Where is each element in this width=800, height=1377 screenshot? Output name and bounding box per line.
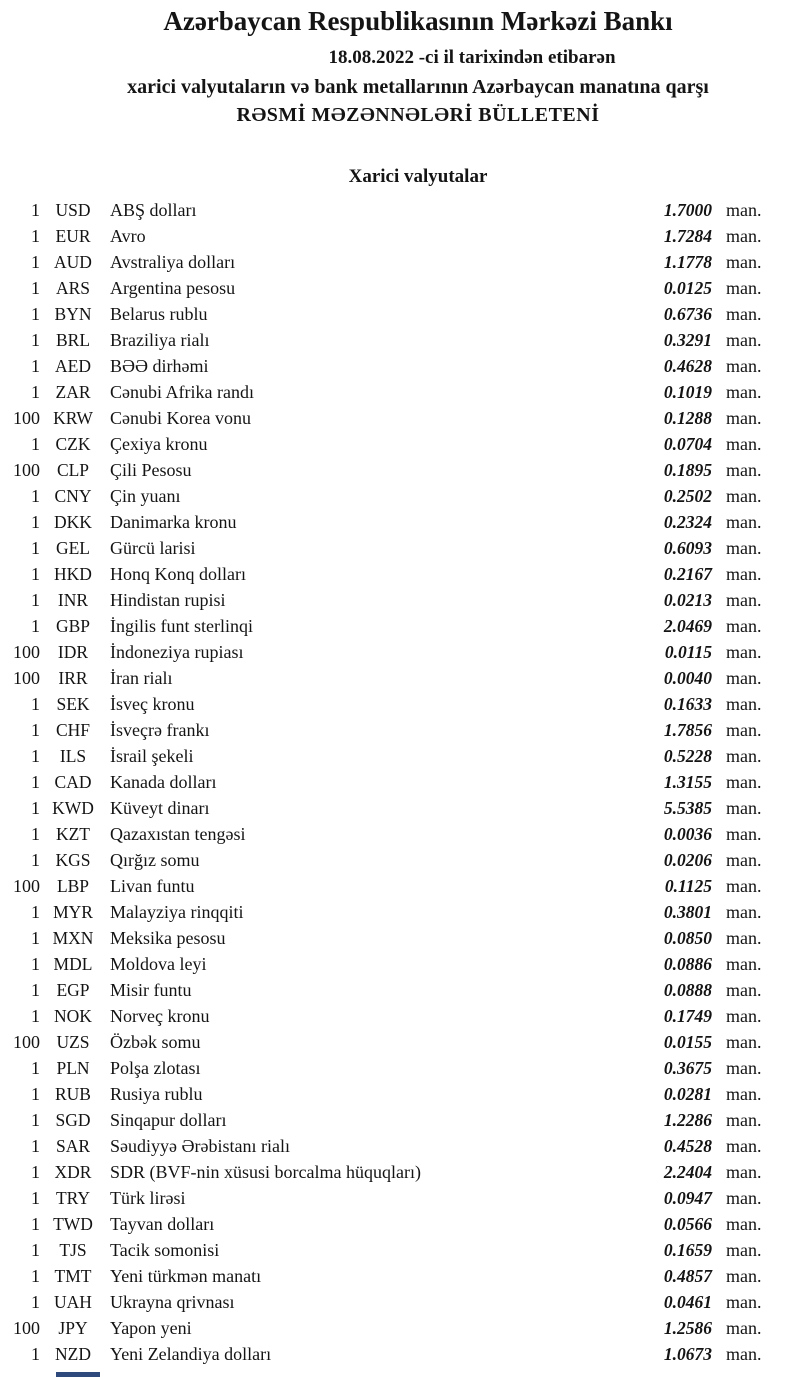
currency-quantity: 1 <box>31 1058 40 1078</box>
rate-value: 0.0155 <box>663 1032 712 1052</box>
currency-code: NZD <box>55 1344 91 1364</box>
currency-code: ILS <box>59 746 87 766</box>
table-row <box>0 1107 800 1133</box>
table-row <box>0 249 800 275</box>
rate-value: 0.0886 <box>663 954 712 974</box>
rate-value: 0.4857 <box>663 1266 712 1286</box>
rate-value: 0.4528 <box>663 1136 712 1156</box>
unit-label: man. <box>726 460 762 480</box>
currency-code: TRY <box>55 1188 91 1208</box>
rate-value: 0.1288 <box>663 408 712 428</box>
currency-code: HKD <box>54 564 92 584</box>
rate-value: 1.1778 <box>663 252 712 272</box>
currency-code: INR <box>57 590 89 610</box>
currency-quantity: 1 <box>31 1110 40 1130</box>
unit-label: man. <box>726 1240 762 1260</box>
currency-code: MXN <box>52 928 94 948</box>
currency-name: Kanada dolları <box>110 772 217 792</box>
unit-label: man. <box>726 746 762 766</box>
currency-code: KZT <box>55 824 91 844</box>
unit-label: man. <box>726 1188 762 1208</box>
currency-code: ARS <box>55 278 91 298</box>
rate-value: 0.0566 <box>663 1214 712 1234</box>
currency-quantity: 1 <box>31 720 40 740</box>
currency-quantity: 1 <box>31 538 40 558</box>
rate-value: 0.0125 <box>663 278 712 298</box>
currency-name: İndoneziya rupiası <box>110 642 244 662</box>
unit-label: man. <box>726 1032 762 1052</box>
table-row <box>0 873 800 899</box>
table-row <box>0 743 800 769</box>
currency-name: Argentina pesosu <box>110 278 236 298</box>
currency-quantity: 1 <box>31 1214 40 1234</box>
section-title-foreign-currencies: Xarici valyutalar <box>348 166 488 187</box>
currency-quantity: 1 <box>31 1240 40 1260</box>
currency-name: Norveç kronu <box>110 1006 210 1026</box>
currency-quantity: 1 <box>31 902 40 922</box>
unit-label: man. <box>726 1084 762 1104</box>
currency-name: Meksika pesosu <box>110 928 226 948</box>
currency-name: Moldova leyi <box>110 954 207 974</box>
rate-value: 1.2586 <box>663 1318 712 1338</box>
currency-name: Danimarka kronu <box>110 512 237 532</box>
currency-name: Çin yuanı <box>110 486 181 506</box>
table-row <box>0 379 800 405</box>
currency-quantity: 1 <box>31 226 40 246</box>
table-row <box>0 1211 800 1237</box>
rate-value: 0.0281 <box>663 1084 712 1104</box>
currency-quantity: 1 <box>31 590 40 610</box>
unit-label: man. <box>726 200 762 220</box>
rate-value: 0.1895 <box>663 460 712 480</box>
unit-label: man. <box>726 486 762 506</box>
currency-name: Yeni türkmən manatı <box>110 1266 262 1286</box>
rate-value: 1.7000 <box>663 200 712 220</box>
table-row <box>0 639 800 665</box>
currency-quantity: 1 <box>31 564 40 584</box>
currency-quantity: 100 <box>13 1032 40 1052</box>
currency-name: BƏƏ dirhəmi <box>110 356 209 376</box>
currency-code: RUB <box>55 1084 91 1104</box>
currency-name: Polşa zlotası <box>110 1058 201 1078</box>
table-row <box>0 899 800 925</box>
currency-code: CNY <box>54 486 92 506</box>
unit-label: man. <box>726 1318 762 1338</box>
table-row <box>0 587 800 613</box>
unit-label: man. <box>726 408 762 428</box>
unit-label: man. <box>726 564 762 584</box>
unit-label: man. <box>726 902 762 922</box>
rate-value: 0.2502 <box>663 486 712 506</box>
unit-label: man. <box>726 798 762 818</box>
table-row <box>0 535 800 561</box>
rate-value: 2.0469 <box>663 616 712 636</box>
rate-value: 1.7856 <box>663 720 712 740</box>
unit-label: man. <box>726 278 762 298</box>
currency-code: LBP <box>56 876 90 896</box>
table-row <box>0 431 800 457</box>
currency-quantity: 100 <box>13 642 40 662</box>
rate-value: 1.2286 <box>663 1110 712 1130</box>
currency-code: IRR <box>58 668 88 688</box>
table-row <box>0 223 800 249</box>
currency-name: Braziliya rialı <box>110 330 210 350</box>
rate-value: 0.0850 <box>663 928 712 948</box>
table-row <box>0 717 800 743</box>
rate-value: 0.0704 <box>663 434 712 454</box>
currency-quantity: 1 <box>31 694 40 714</box>
currency-name: Avstraliya dolları <box>110 252 236 272</box>
unit-label: man. <box>726 330 762 350</box>
rate-value: 0.6736 <box>663 304 712 324</box>
unit-label: man. <box>726 824 762 844</box>
currency-code: UZS <box>56 1032 90 1052</box>
currency-code: XDR <box>54 1162 92 1182</box>
currency-code: PLN <box>56 1058 90 1078</box>
table-row <box>0 509 800 535</box>
currency-name: Yapon yeni <box>110 1318 192 1338</box>
rate-value: 1.7284 <box>663 226 712 246</box>
bulletin-subtitle: xarici valyutaların və bank metallarının Azərbaycan manatına qarşı <box>127 76 709 98</box>
currency-quantity: 1 <box>31 980 40 1000</box>
currency-code: GEL <box>55 538 91 558</box>
currency-name: Hindistan rupisi <box>110 590 226 610</box>
unit-label: man. <box>726 694 762 714</box>
table-row <box>0 665 800 691</box>
unit-label: man. <box>726 590 762 610</box>
currency-quantity: 1 <box>31 356 40 376</box>
unit-label: man. <box>726 304 762 324</box>
table-row <box>0 1159 800 1185</box>
unit-label: man. <box>726 980 762 1000</box>
currency-name: Çili Pesosu <box>110 460 192 480</box>
currency-name: Rusiya rublu <box>110 1084 203 1104</box>
currency-name: Türk lirəsi <box>110 1188 186 1208</box>
table-row <box>0 353 800 379</box>
unit-label: man. <box>726 434 762 454</box>
currency-quantity: 100 <box>13 876 40 896</box>
currency-code: CAD <box>54 772 92 792</box>
unit-label: man. <box>726 1136 762 1156</box>
currency-quantity: 1 <box>31 434 40 454</box>
rate-value: 0.1749 <box>663 1006 712 1026</box>
unit-label: man. <box>726 1344 762 1364</box>
currency-code: BRL <box>55 330 91 350</box>
currency-code: USD <box>55 200 91 220</box>
unit-label: man. <box>726 928 762 948</box>
rate-value: 0.2324 <box>663 512 712 532</box>
currency-name: Gürcü larisi <box>110 538 196 558</box>
currency-quantity: 1 <box>31 746 40 766</box>
table-row <box>0 977 800 1003</box>
currency-quantity: 1 <box>31 616 40 636</box>
rate-value: 0.1633 <box>663 694 712 714</box>
currency-name: Belarus rublu <box>110 304 208 324</box>
currency-code: GBP <box>55 616 91 636</box>
currency-name: Özbək somu <box>110 1032 201 1052</box>
currency-code: TMT <box>54 1266 92 1286</box>
currency-name: Yeni Zelandiya dolları <box>110 1344 272 1364</box>
unit-label: man. <box>726 356 762 376</box>
unit-label: man. <box>726 616 762 636</box>
currency-name: Avro <box>110 226 146 246</box>
currency-name: Qırğız somu <box>110 850 200 870</box>
rate-value: 0.3675 <box>663 1058 712 1078</box>
effective-date-line: 18.08.2022 -ci il tarixindən etibarən <box>328 47 616 68</box>
rate-value: 0.0206 <box>663 850 712 870</box>
exchange-rates-table <box>0 197 800 1367</box>
unit-label: man. <box>726 954 762 974</box>
currency-name: Honq Konq dolları <box>110 564 246 584</box>
currency-code: ZAR <box>55 382 91 402</box>
table-row <box>0 1315 800 1341</box>
unit-label: man. <box>726 642 762 662</box>
rate-value: 2.2404 <box>663 1162 712 1182</box>
unit-label: man. <box>726 850 762 870</box>
currency-name: İsveçrə frankı <box>110 720 210 740</box>
currency-quantity: 1 <box>31 1162 40 1182</box>
table-row <box>0 1055 800 1081</box>
currency-quantity: 100 <box>13 460 40 480</box>
unit-label: man. <box>726 538 762 558</box>
currency-code: AUD <box>54 252 92 272</box>
currency-name: Cənubi Afrika randı <box>110 382 254 402</box>
currency-code: KWD <box>52 798 94 818</box>
currency-quantity: 1 <box>31 772 40 792</box>
bulletin-title: RƏSMİ MƏZƏNNƏLƏRİ BÜLLETENİ <box>236 104 600 126</box>
rate-value: 0.3801 <box>663 902 712 922</box>
unit-label: man. <box>726 772 762 792</box>
rate-value: 0.1659 <box>663 1240 712 1260</box>
currency-code: CHF <box>55 720 91 740</box>
currency-quantity: 1 <box>31 512 40 532</box>
unit-label: man. <box>726 512 762 532</box>
currency-name: Çexiya kronu <box>110 434 208 454</box>
currency-quantity: 1 <box>31 1136 40 1156</box>
currency-quantity: 1 <box>31 1344 40 1364</box>
currency-name: Küveyt dinarı <box>110 798 210 818</box>
table-row <box>0 457 800 483</box>
table-row <box>0 691 800 717</box>
currency-quantity: 1 <box>31 330 40 350</box>
currency-code: MDL <box>53 954 93 974</box>
currency-code: CLP <box>56 460 90 480</box>
currency-quantity: 1 <box>31 1292 40 1312</box>
currency-quantity: 1 <box>31 1188 40 1208</box>
currency-quantity: 1 <box>31 486 40 506</box>
currency-code: UAH <box>54 1292 92 1312</box>
table-row <box>0 613 800 639</box>
table-row <box>0 821 800 847</box>
unit-label: man. <box>726 1214 762 1234</box>
rate-value: 1.3155 <box>663 772 712 792</box>
table-row <box>0 925 800 951</box>
currency-code: EUR <box>55 226 91 246</box>
currency-name: Sinqapur dolları <box>110 1110 227 1130</box>
currency-quantity: 1 <box>31 382 40 402</box>
currency-quantity: 1 <box>31 928 40 948</box>
currency-quantity: 100 <box>13 408 40 428</box>
currency-name: ABŞ dolları <box>110 200 197 220</box>
currency-code: TJS <box>59 1240 87 1260</box>
currency-quantity: 1 <box>31 850 40 870</box>
currency-code: BYN <box>54 304 92 324</box>
unit-label: man. <box>726 1292 762 1312</box>
currency-quantity: 1 <box>31 252 40 272</box>
currency-quantity: 1 <box>31 1006 40 1026</box>
rate-value: 0.6093 <box>663 538 712 558</box>
unit-label: man. <box>726 720 762 740</box>
currency-code: JPY <box>58 1318 88 1338</box>
table-row <box>0 197 800 223</box>
table-row <box>0 1237 800 1263</box>
currency-code: SEK <box>56 694 90 714</box>
rate-value: 0.1125 <box>664 876 712 896</box>
table-row <box>0 483 800 509</box>
rate-value: 1.0673 <box>663 1344 712 1364</box>
currency-quantity: 1 <box>31 304 40 324</box>
unit-label: man. <box>726 252 762 272</box>
rate-value: 0.0461 <box>663 1292 712 1312</box>
currency-name: Tacik somonisi <box>110 1240 220 1260</box>
unit-label: man. <box>726 382 762 402</box>
rate-value: 5.5385 <box>663 798 712 818</box>
table-row <box>0 405 800 431</box>
unit-label: man. <box>726 1058 762 1078</box>
currency-name: Livan funtu <box>110 876 195 896</box>
currency-code: DKK <box>54 512 92 532</box>
rate-value: 0.0036 <box>663 824 712 844</box>
currency-quantity: 100 <box>13 1318 40 1338</box>
unit-label: man. <box>726 1110 762 1130</box>
rate-value: 0.0947 <box>663 1188 712 1208</box>
unit-label: man. <box>726 1266 762 1286</box>
currency-quantity: 1 <box>31 954 40 974</box>
table-row <box>0 1341 800 1367</box>
currency-name: SDR (BVF-nin xüsusi borcalma hüquqları) <box>110 1162 421 1182</box>
currency-quantity: 1 <box>31 278 40 298</box>
table-row <box>0 1289 800 1315</box>
currency-code: EGP <box>56 980 90 1000</box>
currency-code: MYR <box>53 902 93 922</box>
currency-name: Ukrayna qrivnası <box>110 1292 235 1312</box>
cropped-bottom-element <box>56 1372 100 1377</box>
bank-title: Azərbaycan Respublikasının Mərkəzi Bankı <box>163 6 673 36</box>
table-row <box>0 1133 800 1159</box>
currency-code: SAR <box>55 1136 91 1156</box>
currency-code: KGS <box>55 850 91 870</box>
table-row <box>0 561 800 587</box>
currency-code: IDR <box>57 642 89 662</box>
unit-label: man. <box>726 876 762 896</box>
currency-name: Tayvan dolları <box>110 1214 215 1234</box>
currency-quantity: 1 <box>31 798 40 818</box>
currency-code: TWD <box>53 1214 93 1234</box>
currency-code: NOK <box>54 1006 92 1026</box>
currency-name: İsrail şekeli <box>110 746 194 766</box>
rate-value: 0.2167 <box>663 564 712 584</box>
table-row <box>0 301 800 327</box>
currency-name: Qazaxıstan tengəsi <box>110 824 246 844</box>
currency-name: Cənubi Korea vonu <box>110 408 251 428</box>
currency-quantity: 1 <box>31 200 40 220</box>
currency-name: Malayziya rinqqiti <box>110 902 244 922</box>
rate-value: 0.0040 <box>663 668 712 688</box>
rate-value: 0.1019 <box>663 382 712 402</box>
currency-name: İran rialı <box>110 668 173 688</box>
table-row <box>0 1029 800 1055</box>
table-row <box>0 951 800 977</box>
currency-code: KRW <box>53 408 93 428</box>
currency-code: SGD <box>55 1110 91 1130</box>
rate-value: 0.0888 <box>663 980 712 1000</box>
table-row <box>0 769 800 795</box>
rate-value: 0.4628 <box>663 356 712 376</box>
unit-label: man. <box>726 226 762 246</box>
unit-label: man. <box>726 668 762 688</box>
table-row <box>0 1003 800 1029</box>
rate-value: 0.0213 <box>663 590 712 610</box>
unit-label: man. <box>726 1006 762 1026</box>
currency-quantity: 100 <box>13 668 40 688</box>
table-row <box>0 1185 800 1211</box>
currency-code: CZK <box>55 434 91 454</box>
table-row <box>0 795 800 821</box>
rate-value: 0.0115 <box>664 642 712 662</box>
unit-label: man. <box>726 1162 762 1182</box>
currency-name: İsveç kronu <box>110 694 195 714</box>
rate-value: 0.3291 <box>663 330 712 350</box>
rate-value: 0.5228 <box>663 746 712 766</box>
currency-name: Səudiyyə Ərəbistanı rialı <box>110 1136 290 1156</box>
table-row <box>0 327 800 353</box>
table-row <box>0 847 800 873</box>
currency-quantity: 1 <box>31 1266 40 1286</box>
currency-code: AED <box>55 356 91 376</box>
currency-name: İngilis funt sterlinqi <box>110 616 253 636</box>
table-row <box>0 1081 800 1107</box>
table-row <box>0 275 800 301</box>
currency-name: Misir funtu <box>110 980 192 1000</box>
table-row <box>0 1263 800 1289</box>
currency-quantity: 1 <box>31 1084 40 1104</box>
currency-quantity: 1 <box>31 824 40 844</box>
